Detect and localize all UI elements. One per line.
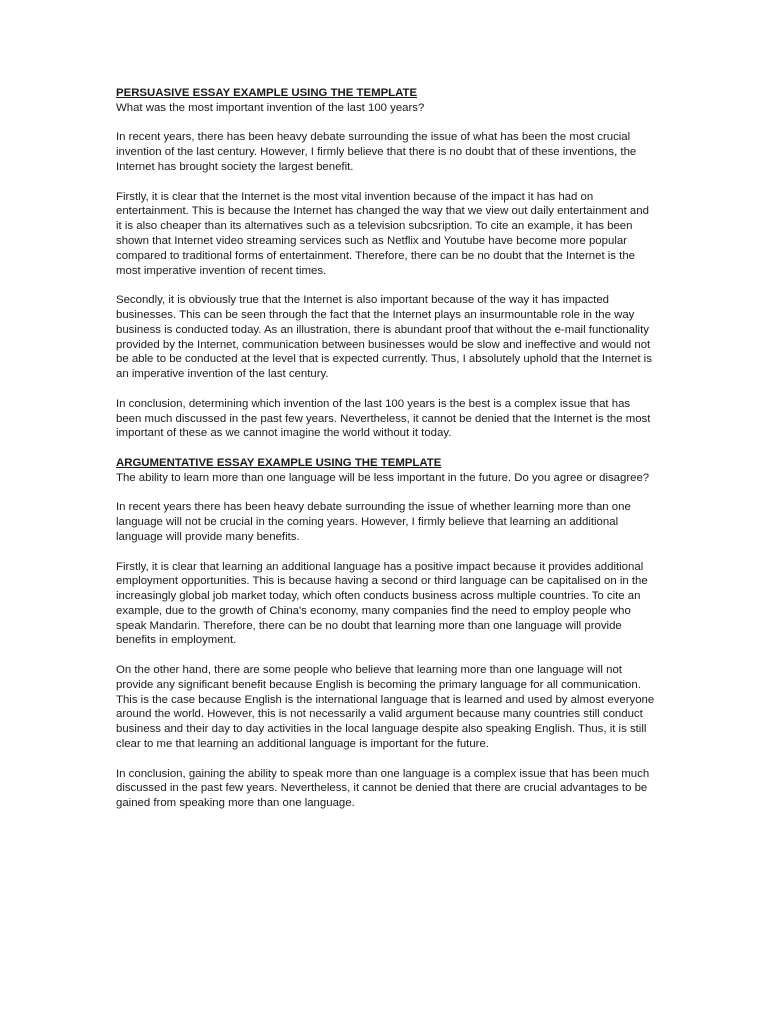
paragraph-body-1: Firstly, it is clear that the Internet is the most vital invention because of the impact it has had on entertainment. This is because the Internet has changed the way that we view out daily entertainment and it is also cheaper than its alternatives such as a television subcsription. To cite an example, it has been shown that Internet video streaming services such as Netflix and Youtube have become more popular compared to traditional forms of entertainment. Therefore, there can be no doubt that the Internet is the most imperative invention of recent times.: [116, 190, 649, 277]
section-heading: PERSUASIVE ESSAY EXAMPLE USING THE TEMPLATE: [116, 87, 418, 99]
paragraph-body-2: Secondly, it is obviously true that the Internet is also important because of the way it has impacted businesses. This can be seen through the fact that the Internet plays an insurmountable role in the way business is conducted today. As an illustration, there is abundant proof that without the e-mail functionality provided by the Internet, communication between businesses would be slow and ineffective and would not be able to be conducted at the level that is expected currently. Thus, I absolutely uphold that the Internet is an imperative invention of the last century.: [116, 294, 652, 381]
persuasive-essay-section: [116, 86, 656, 441]
paragraph-introduction: In recent years, there has been heavy debate surrounding the issue of what has been the most crucial invention of the last century. However, I firmly believe that there is no doubt that of these inventions, the Internet has brought society the largest benefit.: [116, 131, 637, 173]
section-heading: ARGUMENTATIVE ESSAY EXAMPLE USING THE TEMPLATE: [116, 456, 442, 469]
argumentative-essay-section: [116, 456, 656, 811]
document-body: [116, 86, 656, 826]
paragraph-conclusion: In conclusion, determining which invention of the last 100 years is the best is a complex issue that has been much discussed in the past few years. Nevertheless, it cannot be denied that the Internet is the most important of these as we cannot imagine the world without it today.: [116, 397, 651, 440]
essay-prompt: What was the most important invention of the last 100 years?: [116, 101, 425, 114]
paragraph-conclusion: In conclusion, gaining the ability to speak more than one language is a complex issue that has been much discussed in the past few years. Nevertheless, it cannot be denied that there are crucial advantages to be gained from speaking more than one language.: [116, 767, 650, 810]
paragraph-counterargument: On the other hand, there are some people who believe that learning more than one language will not provide any significant benefit because English is becoming the primary language for all communication. This is the case because English is the international language that is learned and used by almost everyone around the world. However, this is not necessarily a valid argument because many countries still conduct business and their day to day activities in the local language despite also speaking English. Thus, it is still clear to me that learning an additional language is important for the future.: [116, 664, 655, 751]
paragraph-introduction: In recent years there has been heavy debate surrounding the issue of whether learning more than one language will not be crucial in the coming years. However, I firmly believe that learning an additional language will provide many benefits.: [116, 501, 631, 543]
essay-prompt: The ability to learn more than one language will be less important in the future. Do you agree or disagree?: [116, 471, 650, 484]
paragraph-body-1: Firstly, it is clear that learning an additional language has a positive impact because it provides additional employment opportunities. This is because having a second or third language can be capitalised on in the increasingly global job market today, which often conducts business across multiple countries. To cite an example, due to the growth of China's economy, many companies find the need to employ people who speak Mandarin. Therefore, there can be no doubt that learning more than one language will provide benefits in employment.: [116, 560, 648, 647]
